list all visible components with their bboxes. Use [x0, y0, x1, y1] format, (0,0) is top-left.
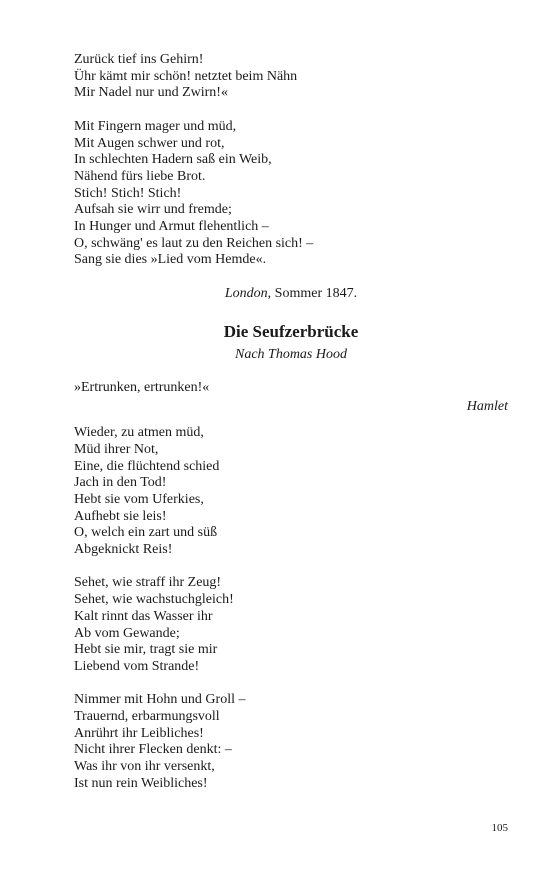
stanza-1 — [74, 425, 508, 559]
verse-line: Trauernd, erbarmungsvoll — [74, 709, 220, 725]
dateline-date: , Sommer 1847. — [267, 286, 358, 302]
verse-line: In schlechten Hadern saß ein Weib, — [74, 152, 272, 168]
verse-line: Sehet, wie straff ihr Zeug! — [74, 575, 222, 591]
verse-line: Zurück tief ins Gehirn! — [74, 52, 204, 67]
verse-line: Jach in den Tod! — [74, 475, 167, 491]
verse-line: Stich! Stich! Stich! — [74, 185, 182, 201]
verse-line: Nicht ihrer Flecken denkt: – — [74, 742, 232, 758]
verse-line: Ab vom Gewande; — [74, 625, 180, 641]
verse-line: Mir Nadel nur und Zwirn!« — [74, 85, 228, 101]
dateline-place: London — [224, 286, 268, 302]
verse-line: Was ihr von ihr versenkt, — [74, 759, 215, 775]
verse-line: Hebt sie mir, tragt sie mir — [74, 642, 218, 658]
verse-line: Ist nun rein Weibliches! — [74, 775, 208, 791]
verse-line: O, welch ein zart und süß — [74, 525, 218, 541]
verse-line: Sang sie dies »Lied vom Hemde«. — [74, 252, 267, 268]
epigraph-source: Hamlet — [466, 399, 508, 415]
epigraph: »Ertrunken, ertrunken!« — [74, 380, 210, 396]
verse-line: Hebt sie vom Uferkies, — [74, 491, 204, 507]
page-content — [74, 52, 508, 793]
verse-line: Mit Augen schwer und rot, — [74, 135, 225, 151]
stanza-continued — [74, 52, 508, 102]
poem-title: Die Seufzerbrücke — [223, 322, 359, 342]
verse-line: Eine, die flüchtend schied — [74, 458, 220, 474]
verse-line: Abgeknickt Reis! — [74, 542, 173, 558]
verse-line: O, schwäng' es laut zu den Reichen sich! – — [74, 235, 314, 251]
verse-line: Aufhebt sie leis! — [74, 508, 167, 524]
dateline — [74, 285, 508, 302]
verse-line: Nimmer mit Hohn und Groll – — [74, 692, 246, 708]
stanza-3 — [74, 692, 508, 792]
stanza-2 — [74, 575, 508, 675]
stanza-final-song — [74, 119, 508, 269]
poem-subtitle: Nach Thomas Hood — [234, 347, 347, 363]
verse-line: Müd ihrer Not, — [74, 441, 159, 457]
verse-line: Liebend vom Strande! — [74, 658, 200, 674]
verse-line: Anrührt ihr Leibliches! — [74, 725, 204, 741]
page-number: 105 — [491, 822, 508, 834]
verse-line: Ühr kämt mir schön! netztet beim Nähn — [74, 68, 298, 84]
verse-line: Kalt rinnt das Wasser ihr — [74, 608, 213, 624]
verse-line: Aufsah sie wirr und fremde; — [74, 202, 232, 218]
verse-line: Nähend fürs liebe Brot. — [74, 168, 206, 184]
verse-line: Mit Fingern mager und müd, — [74, 118, 237, 134]
verse-line: Sehet, wie wachstuchgleich! — [74, 592, 234, 608]
verse-line: Wieder, zu atmen müd, — [74, 425, 204, 441]
verse-line: In Hunger und Armut flehentlich – — [74, 219, 269, 235]
